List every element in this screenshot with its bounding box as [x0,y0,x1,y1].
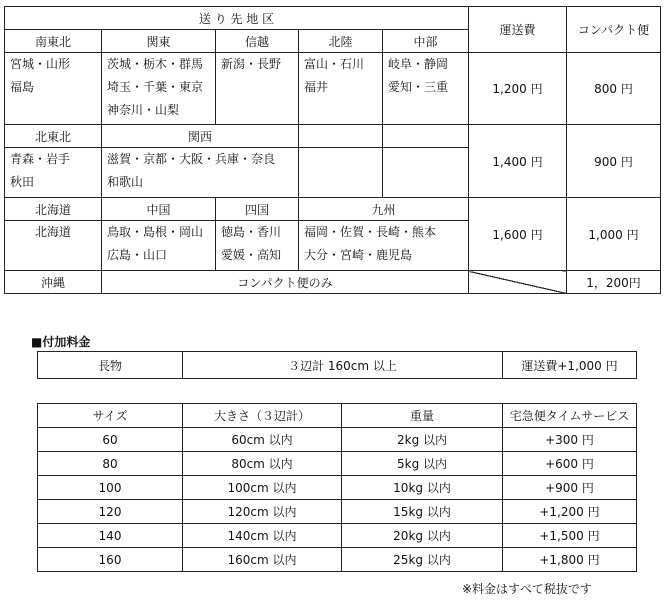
table-row: 160 160cm 以内 25kg 以内 +1,800 円 [38,548,637,572]
long-item-fee: 運送費+1,000 円 [503,352,637,379]
areas-kyushu: 福岡・佐賀・長崎・熊本 大分・宮崎・鹿児島 [299,221,469,271]
surcharge-title: ■付加料金 [31,335,91,349]
okinawa-note: コンパクト便のみ [102,271,469,294]
region-okinawa: 沖縄 [5,271,102,294]
destination-header: 送 り 先 地 区 [5,7,469,30]
compact-group-1: 800 円 [567,53,661,125]
areas-kansai: 滋賀・京都・大阪・兵庫・奈良 和歌山 [102,148,299,198]
region-chubu: 中部 [383,30,469,53]
areas-minami-tohoku: 宮城・山形 福島 [5,53,102,125]
region-hokuriku: 北陸 [299,30,383,53]
header-size: サイズ [38,404,183,428]
fee-group-1: 1,200 円 [469,53,567,125]
region-hokkaido: 北海道 [5,198,102,221]
areas-kanto: 茨城・栃木・群馬 埼玉・千葉・東京 神奈川・山梨 [102,53,216,125]
areas-shikoku: 徳島・香川 愛媛・高知 [216,221,299,271]
areas-chubu: 岐阜・静岡 愛知・三重 [383,53,469,125]
compact-header: コンパクト便 [567,7,661,53]
compact-group-2: 900 円 [567,125,661,198]
table-row: 60 60cm 以内 2kg 以内 +300 円 [38,428,637,452]
region-shinetsu: 信越 [216,30,299,53]
header-dimensions: 大きさ（３辺計） [183,404,342,428]
long-item-table [37,351,637,379]
long-item-condition: ３辺計 160cm 以上 [183,352,503,379]
header-time-service: 宅急便タイムサービス [503,404,637,428]
fee-group-2: 1,400 円 [469,125,567,198]
header-weight: 重量 [342,404,503,428]
size-table [37,403,637,572]
shipping-fee-table [4,6,661,294]
table-row: 120 120cm 以内 15kg 以内 +1,200 円 [38,500,637,524]
compact-okinawa: 1，200円 [567,271,661,294]
size-table-header [38,404,637,428]
areas-hokuriku: 富山・石川 福井 [299,53,383,125]
table-row: 80 80cm 以内 5kg 以内 +600 円 [38,452,637,476]
table-row: 140 140cm 以内 20kg 以内 +1,500 円 [38,524,637,548]
region-chugoku: 中国 [102,198,216,221]
areas-chugoku: 鳥取・島根・岡山 広島・山口 [102,221,216,271]
areas-shinetsu: 新潟・長野 [216,53,299,125]
region-minami-tohoku: 南東北 [5,30,102,53]
region-kyushu: 九州 [299,198,469,221]
areas-kita-tohoku: 青森・岩手 秋田 [5,148,102,198]
compact-group-3: 1,000 円 [567,198,661,271]
long-item-label: 長物 [38,352,183,379]
fee-group-3: 1,600 円 [469,198,567,271]
tax-footnote: ※料金はすべて税抜です [462,582,592,596]
region-shikoku: 四国 [216,198,299,221]
region-kita-tohoku: 北東北 [5,125,102,148]
table-row: 100 100cm 以内 10kg 以内 +900 円 [38,476,637,500]
shipping-fee-header: 運送費 [469,7,567,53]
okinawa-fee-na [469,271,567,294]
region-kanto: 関東 [102,30,216,53]
areas-hokkaido: 北海道 [5,221,102,271]
region-kansai: 関西 [102,125,299,148]
